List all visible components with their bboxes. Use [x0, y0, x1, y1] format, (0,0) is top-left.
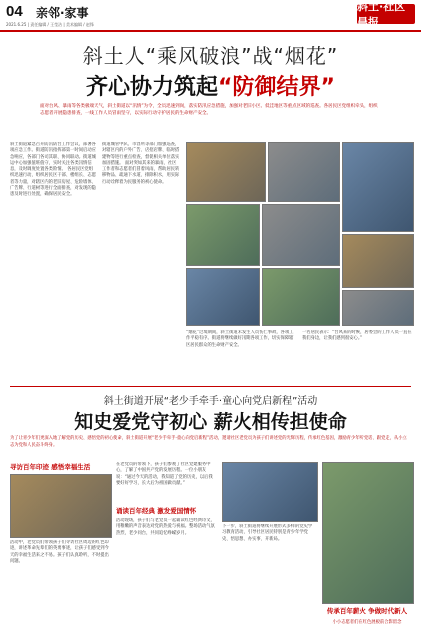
photo-group-reading	[222, 462, 318, 522]
article2-subhead-3: 传承百年薪火 争做时代新人	[326, 607, 408, 615]
photo-elder-child	[10, 474, 112, 538]
article2-text-2: 在老党员的带领下，孩子们参观了社区党建服务中心，了解了中国共产党的发展历程。一位小朋友说：“通过今天的活动，我知道了党的历史，以后我要好好学习，长大后为祖国做贡献。”	[116, 462, 213, 486]
photo-street-flood	[268, 142, 340, 202]
article2-text-3: 活动现场，孩子们与老党员一起诵读红色经典诗文，用稚嫩的声音表达对党的热爱与祝福。整场活动气氛热烈，老少同台，共同追忆峥嵘岁月。	[116, 518, 215, 536]
article2-text-4: 下一步，斜土街道将继续开展形式多样的党史学习教育活动，引导社区居民特别是青少年学党史、悟思想、办实事、开新局。	[222, 524, 313, 542]
photo-water-pumping	[262, 204, 340, 266]
headline-main-highlight: “防御结界”	[218, 75, 335, 100]
photo-umbrella-residents	[342, 234, 414, 288]
article2-title: 知史爱党守初心 薪火相传担使命	[74, 411, 347, 433]
photo-night-patrol	[342, 290, 414, 326]
article1-headline-top: 斜土人“乘风破浪”战“烟花”	[82, 44, 339, 68]
newspaper-logo: 斜土·社区晨报	[357, 4, 415, 24]
issue-info: 2021.6.25 | 责任编辑 / 王莹洁 | 美术编辑 / 赵锋	[6, 22, 94, 27]
photo-volunteers-rescue	[342, 142, 414, 232]
article2-lead: 为了让青少年们更深入地了解党的历史、感悟党的初心使命，斜土街道开展“老少手牵手·童心向党启新程”活动，邀请社区老党员为孩子们讲述党的光辉历程，传承红色基因，激励青少年听党话、跟党走，从小立志为党和人民奋斗终身。	[10, 436, 407, 448]
article1-column-3: “烟花”过境期间，斜土街道未发生人员伤亡事故，各项工作平稳有序。街道将继续做好汛期各项工作，切实保障辖区居民群众的生命财产安全。	[186, 330, 294, 348]
photo-fallen-tree	[262, 268, 340, 326]
article2-subtitle: 斜土街道开展“老少手牵手·童心向党启新程”活动	[103, 396, 318, 407]
header-rule	[0, 30, 421, 32]
photo-children-display-board	[322, 462, 414, 604]
article1-headline-main	[0, 70, 421, 101]
section-title: 亲邻·家事	[36, 6, 89, 20]
headline-main-prefix: 齐心协力筑起	[86, 75, 219, 100]
section-divider	[10, 386, 411, 387]
article2-text-1: 活动中，老党员们带领孩子们寻访社区周边的红色印迹，讲述革命先辈们的英勇事迹，让孩子们感受到今天的幸福生活来之不易。孩子们认真聆听，不时提出问题。	[10, 540, 109, 564]
article2-subhead-1: 寻访百年印迹 感悟幸福生活	[10, 463, 91, 471]
photo-rain-patrol	[186, 142, 266, 202]
article2-subhead-2: 诵读百年经典 激发爱国情怀	[116, 507, 197, 515]
article1-column-2: 街道城管中队、市容所等部门加强巡查，对辖区内的户外广告、店招店牌、临时搭建物等进行重点检查，督促相关单位落实加固措施。 面对突如其来的暴雨，社区工作者和志愿者们冒着风雨，帮助居民转移物品、疏通下水道、排除积水，用实际行动诠释着为民服务的初心使命。	[102, 142, 180, 185]
article1-lead: 面对台风、暴雨等各类极端天气，斜土街道以“汛情”为令，全员迅速到岗，落实防汛应急措施，加强对老旧小区、低洼地区等重点区域的巡查。各居民区党组织牵头，组织志愿者开展隐患排查，一线工作人员冒雨坚守，以实际行动守护居民的生命财产安全。	[40, 104, 378, 116]
photo-caption: 小小志愿者们在红色展板前合影留念	[332, 620, 402, 625]
photo-tree-clearing	[186, 204, 260, 266]
photo-rescue-team	[186, 268, 260, 326]
article1-column-1: 斜土街道紧急召开防汛防台工作会议，部署各项应急工作。街道防汛指挥部第一时间启动应急响应，各部门各司其职、协同联动。街道城运中心加强值班值守，实时关注各类汛情信息，及时调度处置各类险情。 各居民区党组织迅速行动，组织居民区干部、楼组长、志愿者等力量，对辖区内的老旧房屋、危险墙体、广告牌、行道树等进行全面排查，对发现的隐患及时进行处置，确保居民安全。	[10, 142, 96, 198]
article1-column-4: 一名居民表示：“台风来的时候，居委会的工作人员一直在我们身边，让我们感到很安心。”	[302, 330, 412, 342]
page-number: 04	[6, 3, 23, 20]
